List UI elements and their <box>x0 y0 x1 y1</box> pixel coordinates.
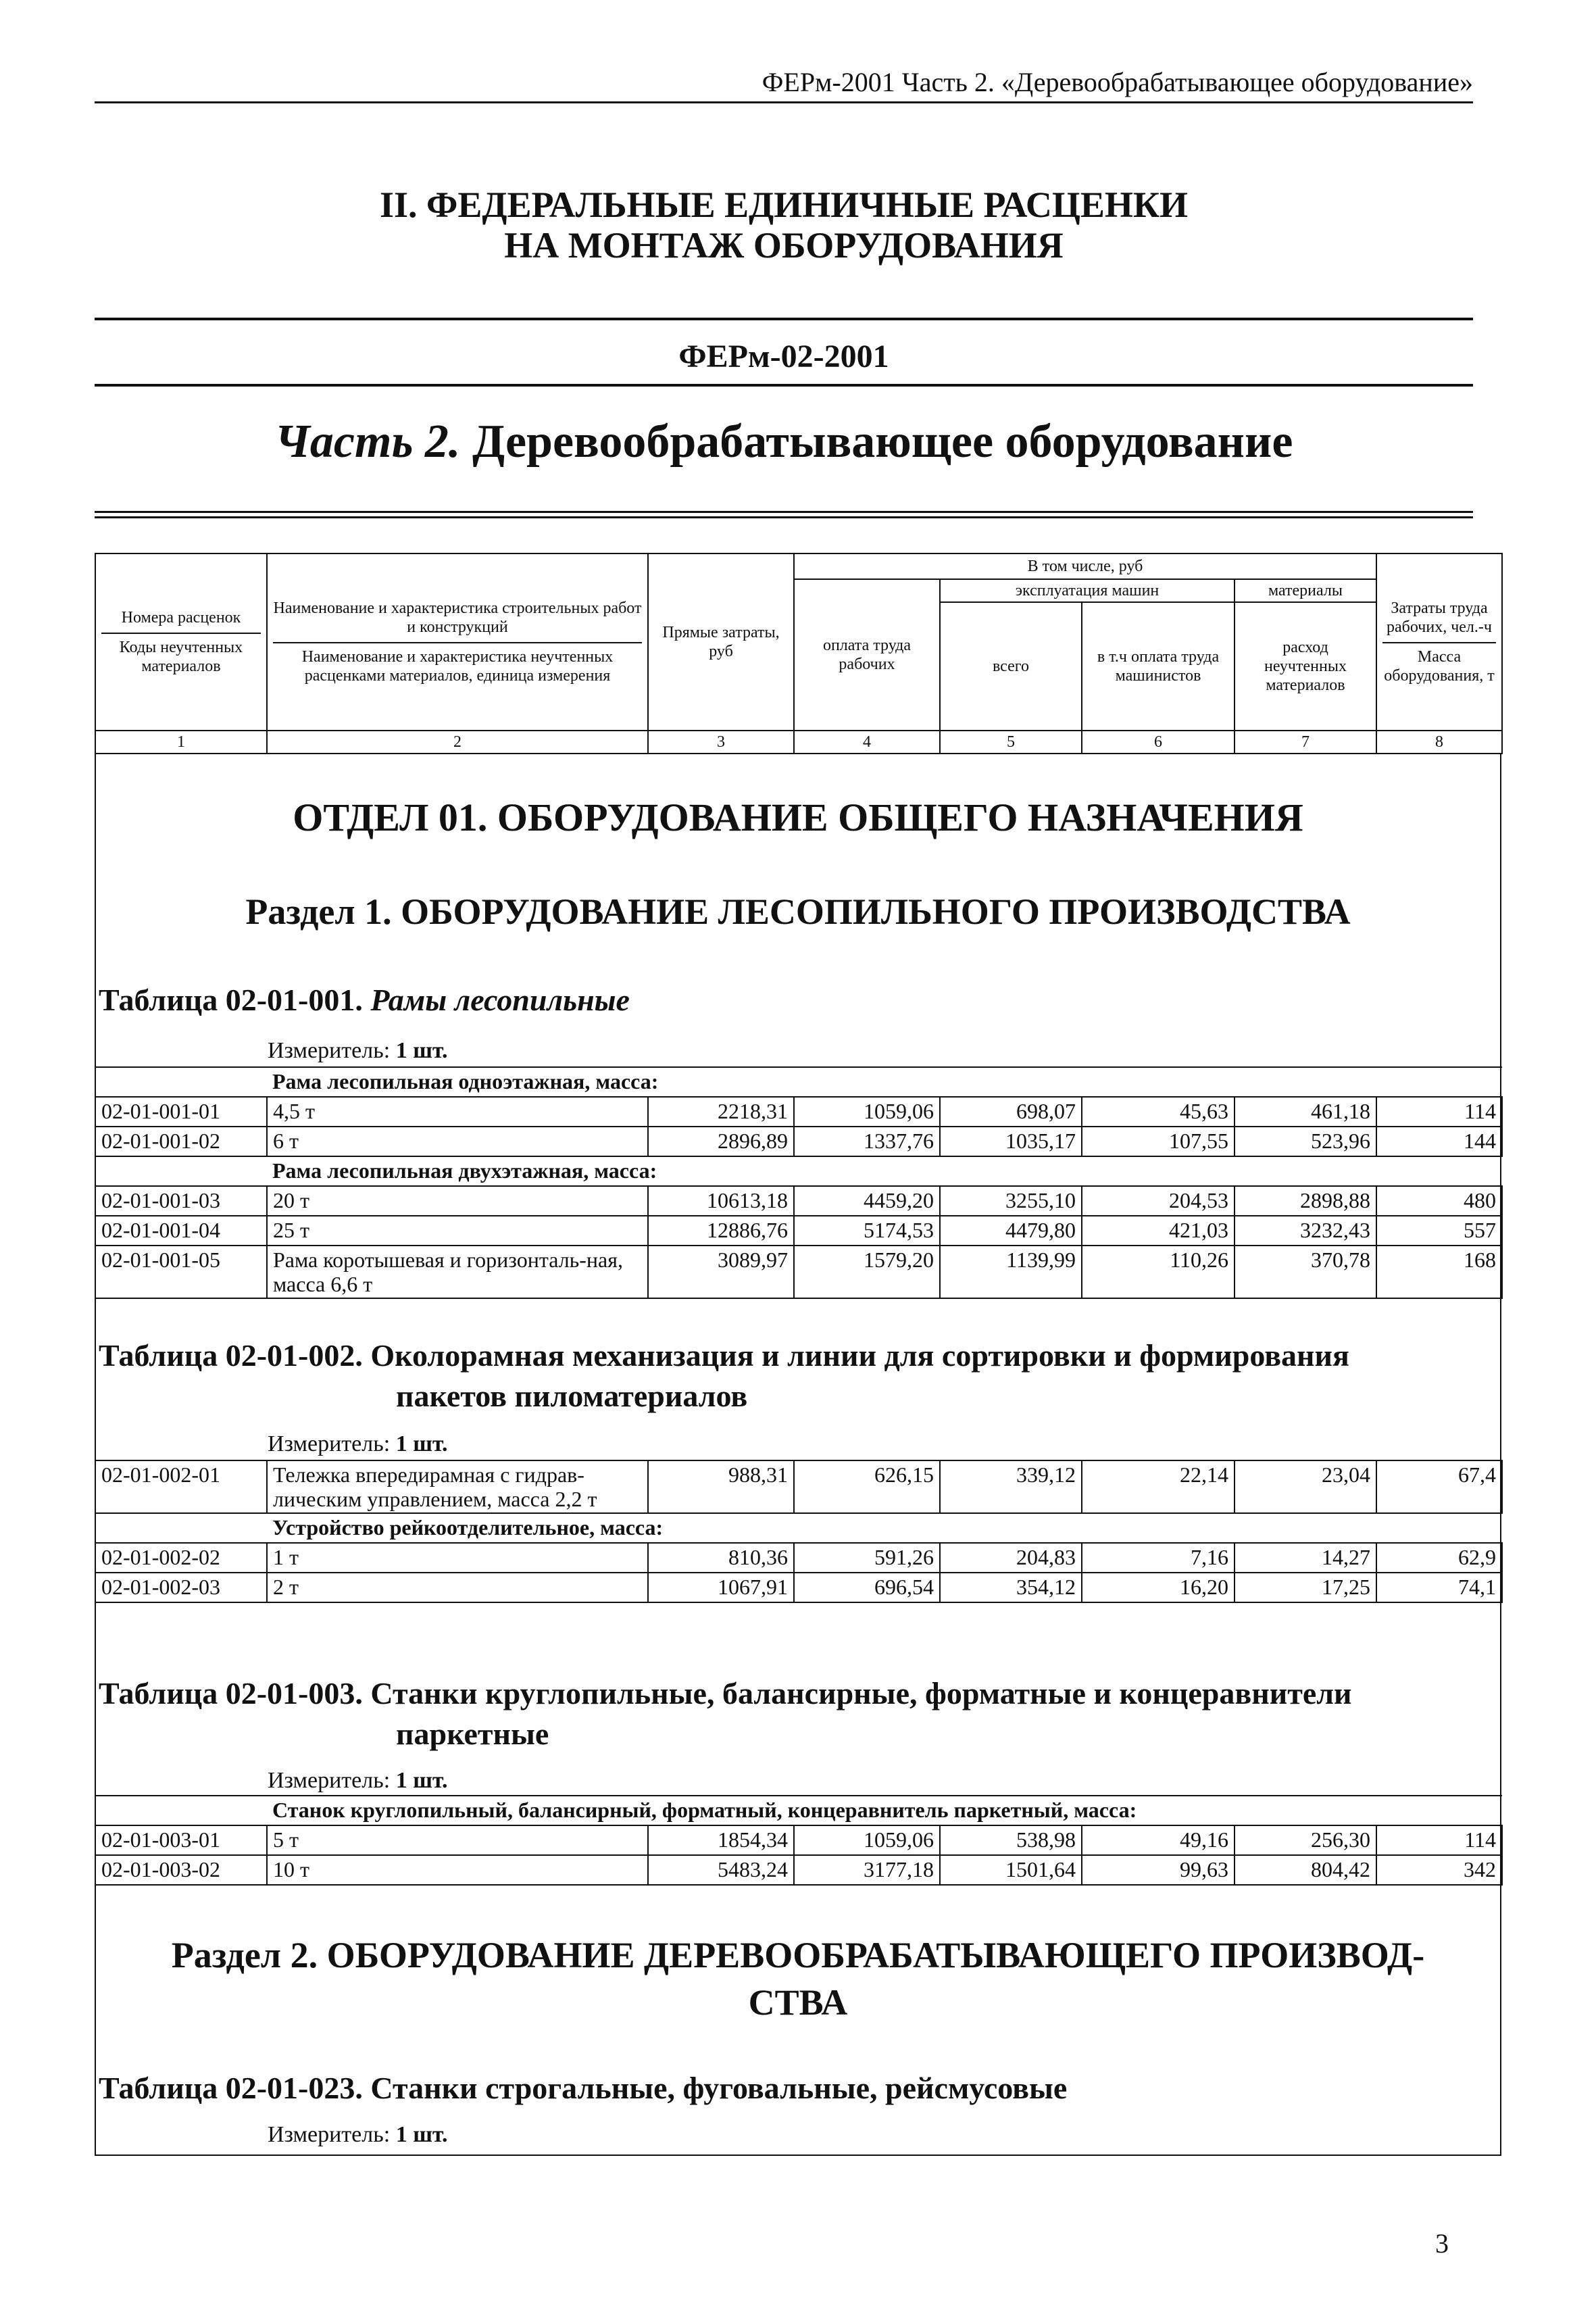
double-rule-b <box>95 516 1473 518</box>
table-row: 02-01-002-02 1 т 810,36 591,26 204,83 7,16 14,27 62,9 <box>95 1543 1502 1573</box>
double-rule-a <box>95 511 1473 513</box>
table-row: 02-01-001-05 Рама коротышевая и горизонталь-ная, масса 6,6 т 3089,97 1579,20 1139,99 110,26 370,78 168 <box>95 1246 1502 1298</box>
hdr-col1: Номера расценок Коды неучтенных материалов <box>95 553 267 731</box>
col-number: 6 <box>1082 731 1235 754</box>
part-title <box>95 415 1473 469</box>
hdr-col3: Прямые затраты, руб <box>648 553 794 731</box>
table-row: 02-01-002-01 Тележка впередирамная с гидрав-лическим управлением, масса 2,2 т 988,31 626,15 339,12 22,14 23,04 67,4 <box>95 1460 1502 1513</box>
hdr-col8: Затраты труда рабочих, чел.-ч Масса оборудования, т <box>1376 553 1502 731</box>
code-rule-top <box>95 318 1473 320</box>
meter-002: Измеритель: 1 шт. <box>268 1431 448 1456</box>
hdr-col7: расход неучтенных материалов <box>1235 602 1376 731</box>
col-number: 8 <box>1376 731 1502 754</box>
col-number: 3 <box>648 731 794 754</box>
col-number: 4 <box>794 731 940 754</box>
page-number: 3 <box>1435 2228 1449 2259</box>
table-row: 02-01-001-01 4,5 т 2218,31 1059,06 698,07 45,63 461,18 114 <box>95 1097 1502 1127</box>
main-title-line1: II. ФЕДЕРАЛЬНЫЕ ЕДИНИЧНЫЕ РАСЦЕНКИ <box>379 184 1189 225</box>
part-title-text: Деревообрабатывающее оборудование <box>472 416 1293 468</box>
subheading: Станок круглопильный, балансирный, форматный, концеравнитель паркетный, масса: <box>267 1796 1502 1825</box>
hdr-col6: в т.ч оплата труда машинистов <box>1082 602 1235 731</box>
code-title: ФЕРм-02-2001 <box>678 339 889 374</box>
table-003 <box>95 1795 1503 1886</box>
col-number: 7 <box>1235 731 1376 754</box>
hdr-col5: всего <box>940 602 1082 731</box>
main-title-line2: НА МОНТАЖ ОБОРУДОВАНИЯ <box>504 225 1064 266</box>
column-header-table <box>95 553 1503 754</box>
col-number: 2 <box>267 731 648 754</box>
table-023-title: Таблица 02-01-023. Станки строгальные, фуговальные, рейсмусовые <box>99 2071 1068 2105</box>
table-003-title: Таблица 02-01-003. Станки круглопильные, балансирные, форматные и концеравнители паркетные <box>99 1676 1352 1751</box>
table-row: 02-01-003-02 10 т 5483,24 3177,18 1501,64 99,63 804,42 342 <box>95 1855 1502 1885</box>
code-rule-bottom <box>95 384 1473 387</box>
hdr-col4: оплата труда рабочих <box>794 579 940 731</box>
meter-001: Измеритель: 1 шт. <box>268 1038 448 1063</box>
razdel2-heading: Раздел 2. ОБОРУДОВАНИЕ ДЕРЕВООБРАБАТЫВАЮЩЕГО ПРОИЗВОД- СТВА <box>171 1935 1425 2023</box>
meter-003: Измеритель: 1 шт. <box>268 1768 448 1793</box>
table-row: 02-01-003-01 5 т 1854,34 1059,06 538,98 49,16 256,30 114 <box>95 1825 1502 1855</box>
col-number: 1 <box>95 731 267 754</box>
table-002-title: Таблица 02-01-002. Околорамная механизация и линии для сортировки и формирования пакетов пиломатериалов <box>99 1338 1349 1413</box>
meter-023: Измеритель: 1 шт. <box>268 2122 448 2147</box>
table-001 <box>95 1066 1503 1299</box>
hdr-materials: материалы <box>1235 579 1376 602</box>
subheading: Рама лесопильная двухэтажная, масса: <box>267 1156 1502 1186</box>
hdr-machines: эксплуатация машин <box>940 579 1235 602</box>
table-row: 02-01-001-02 6 т 2896,89 1337,76 1035,17 107,55 523,96 144 <box>95 1127 1502 1156</box>
part-label: Часть 2. <box>274 416 461 468</box>
subheading: Устройство рейкоотделительное, масса: <box>267 1513 1502 1543</box>
subheading: Рама лесопильная одноэтажная, масса: <box>267 1067 1502 1097</box>
col-number: 5 <box>940 731 1082 754</box>
table-row: 02-01-002-03 2 т 1067,91 696,54 354,12 16,20 17,25 74,1 <box>95 1573 1502 1602</box>
header-rule <box>95 101 1473 103</box>
running-header: ФЕРм-2001 Часть 2. «Деревообрабатывающее оборудование» <box>762 67 1473 97</box>
hdr-group: В том числе, руб <box>794 553 1376 579</box>
razdel1-heading: Раздел 1. ОБОРУДОВАНИЕ ЛЕСОПИЛЬНОГО ПРОИЗВОДСТВА <box>245 891 1351 932</box>
table-002 <box>95 1460 1503 1603</box>
otdel-heading: ОТДЕЛ 01. ОБОРУДОВАНИЕ ОБЩЕГО НАЗНАЧЕНИЯ <box>293 795 1303 839</box>
table-row: 02-01-001-03 20 т 10613,18 4459,20 3255,10 204,53 2898,88 480 <box>95 1186 1502 1216</box>
table-001-title: Таблица 02-01-001. Рамы лесопильные <box>99 983 630 1017</box>
table-row: 02-01-001-04 25 т 12886,76 5174,53 4479,80 421,03 3232,43 557 <box>95 1216 1502 1246</box>
hdr-col2: Наименование и характеристика строительных работ и конструкций Наименование и характеристика неучтенных расценками материалов, единица измерения <box>267 553 648 731</box>
